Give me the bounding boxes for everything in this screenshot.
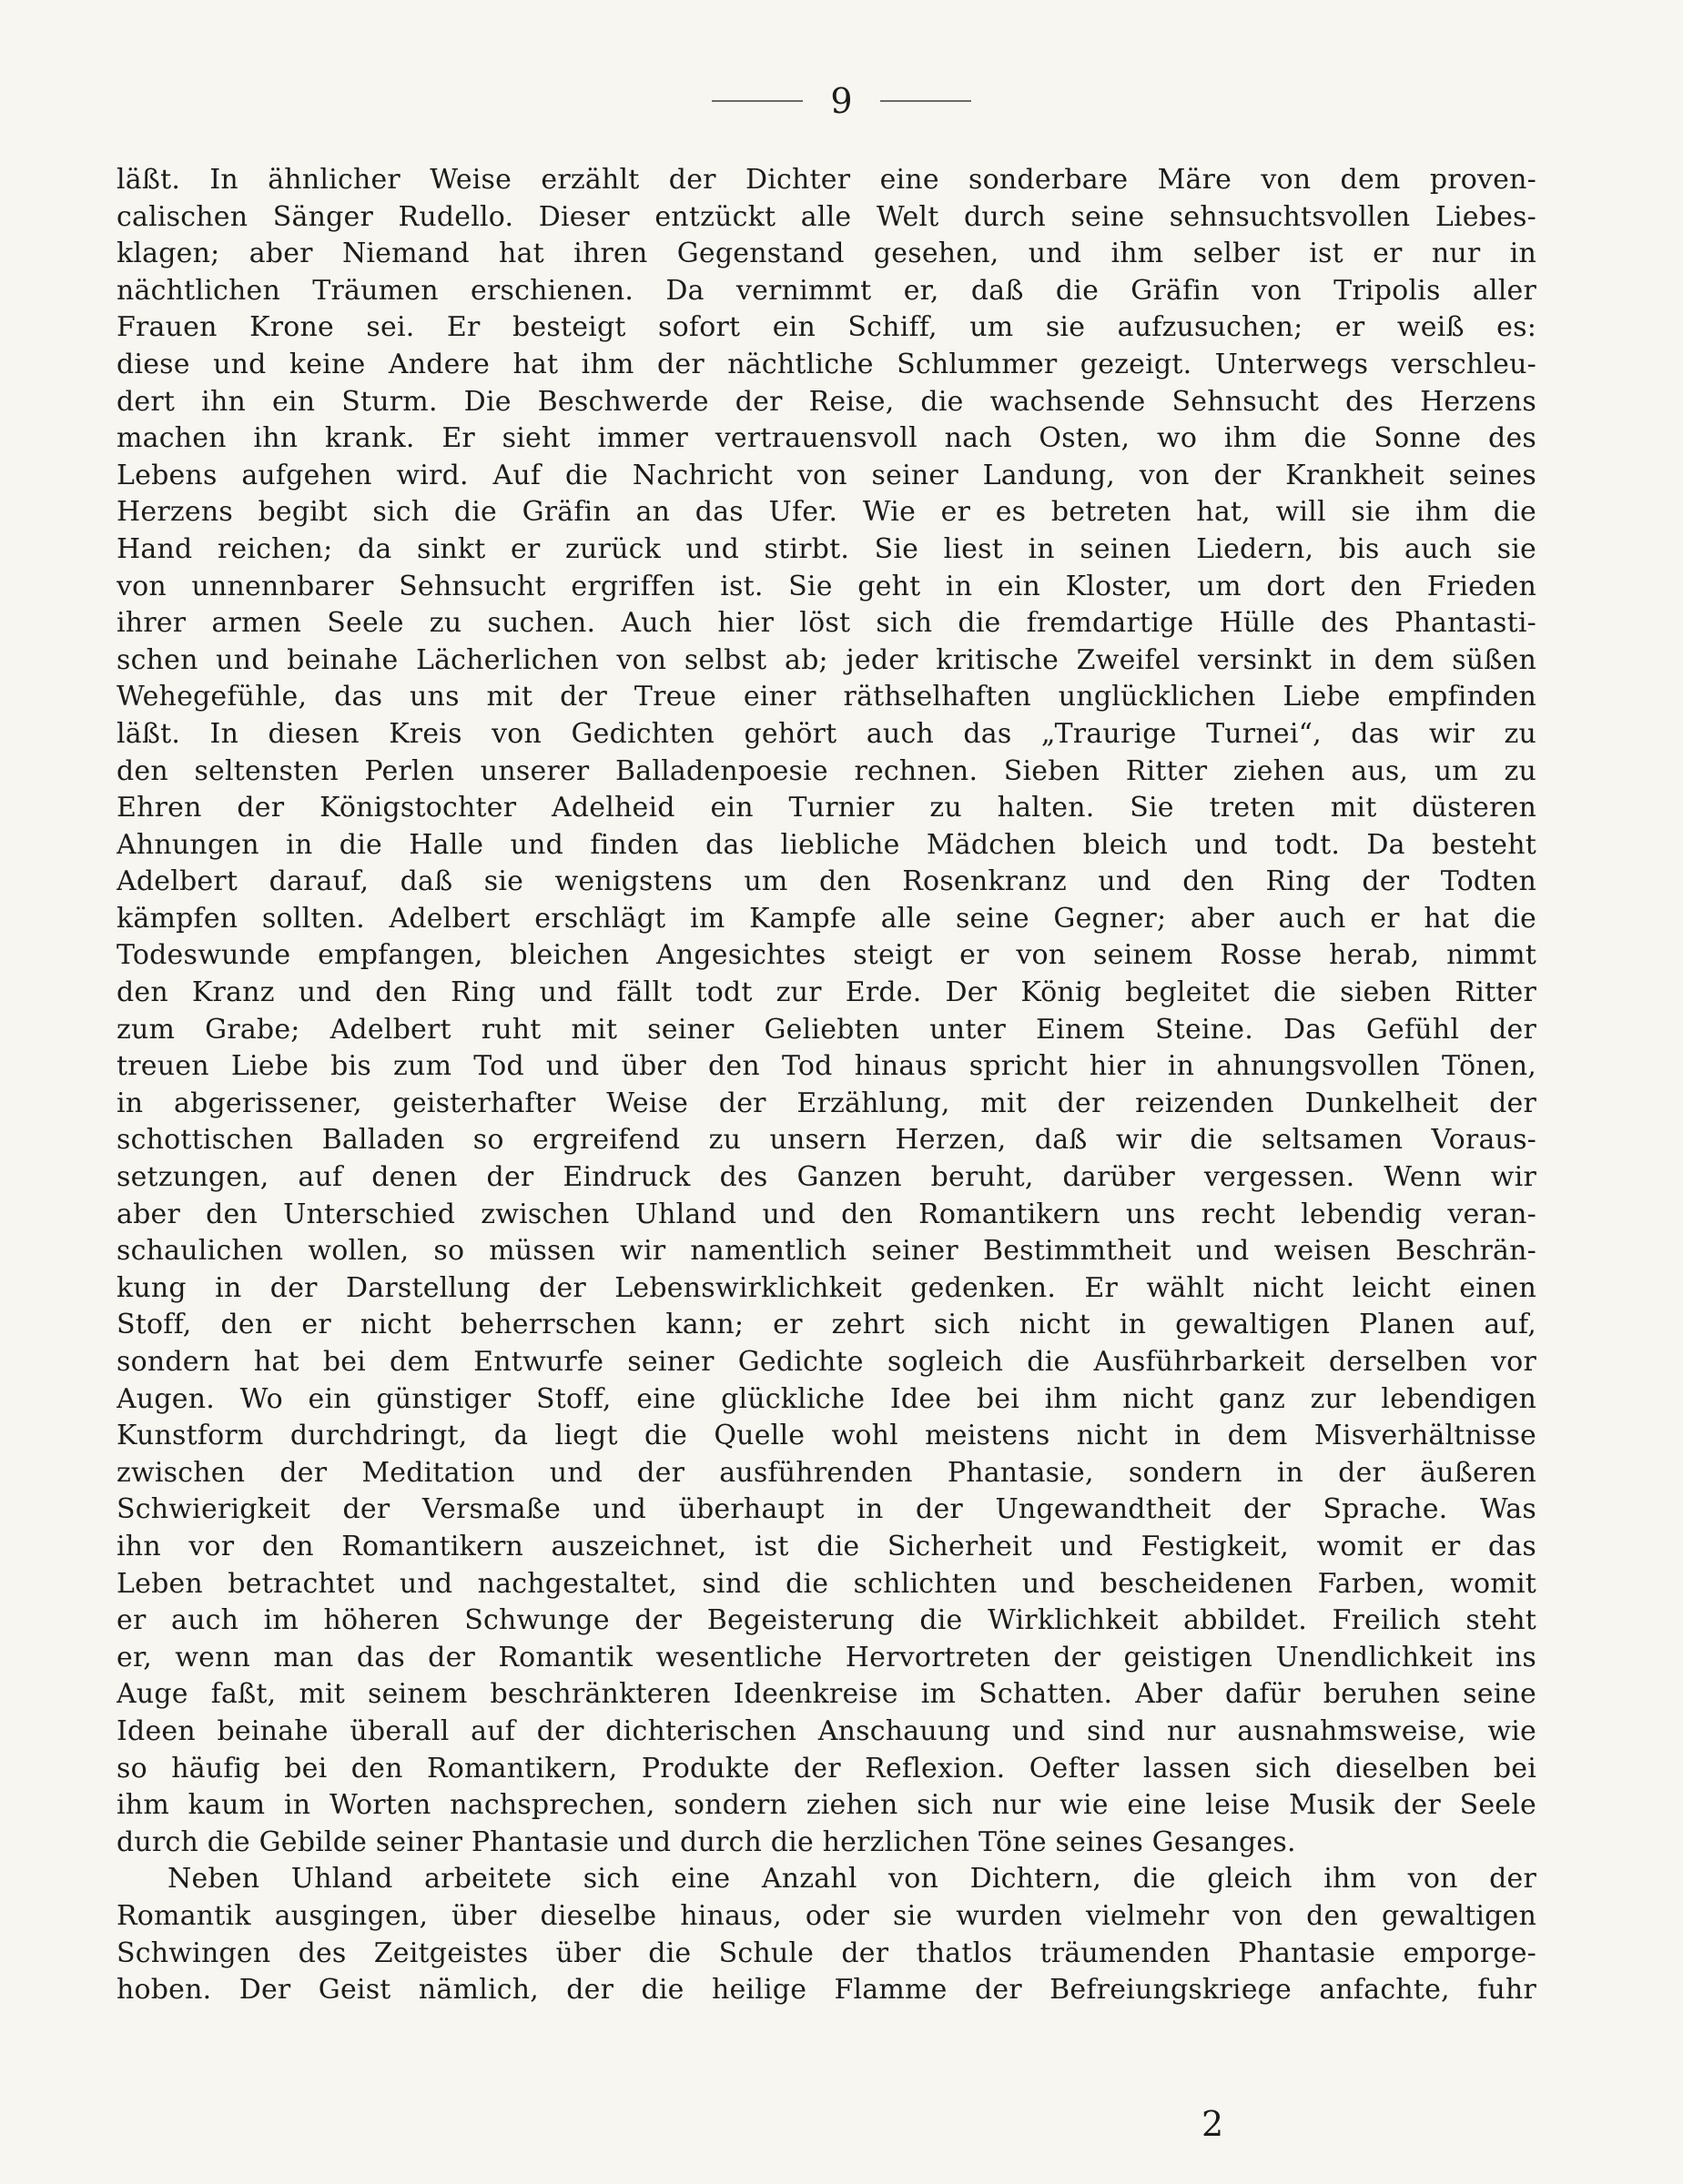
text-line: Todeswunde empfangen, bleichen Angesichtes steigt er von seinem Rosse herab, nimmt bbox=[117, 939, 1536, 972]
text-line: ihrer armen Seele zu suchen. Auch hier löst sich die fremdartige Hülle des Phantasti- bbox=[117, 607, 1536, 640]
text-line: klagen; aber Niemand hat ihren Gegenstand gesehen, und ihm selber ist er nur in bbox=[117, 238, 1536, 270]
text-line: Wehegefühle, das uns mit der Treue einer räthselhaften unglücklichen Liebe empfinden bbox=[117, 681, 1536, 713]
text-line: ihm kaum in Worten nachsprechen, sondern ziehen sich nur wie eine leise Musik der Seele bbox=[117, 1789, 1536, 1822]
page-number: 9 bbox=[830, 81, 853, 121]
text-line: setzungen, auf denen der Eindruck des Ganzen beruht, darüber vergessen. Wenn wir bbox=[117, 1161, 1536, 1194]
text-line: hoben. Der Geist nämlich, der die heilige Flamme der Befreiungskriege anfachte, fuhr bbox=[117, 1974, 1536, 2007]
text-line: aber den Unterschied zwischen Uhland und den Romantikern uns recht lebendig veran- bbox=[117, 1198, 1536, 1230]
text-line: er auch im höheren Schwunge der Begeisterung die Wirklichkeit abbildet. Freilich steht bbox=[117, 1604, 1536, 1637]
text-line: dert ihn ein Sturm. Die Beschwerde der Reise, die wachsende Sehnsucht des Herzens bbox=[117, 385, 1536, 418]
text-line: von unnennbarer Sehnsucht ergriffen ist. Sie geht in ein Kloster, um dort den Frieden bbox=[117, 570, 1536, 602]
text-line: ihn vor den Romantikern auszeichnet, ist die Sicherheit und Festigkeit, womit er das bbox=[117, 1530, 1536, 1562]
text-line: zum Grabe; Adelbert ruht mit seiner Geliebten unter Einem Steine. Das Gefühl der bbox=[117, 1013, 1536, 1046]
text-line: schen und beinahe Lächerlichen von selbst ab; jeder kritische Zweifel versinkt in dem süßen bbox=[117, 643, 1536, 676]
text-line: den Kranz und den Ring und fällt todt zur Erde. Der König begleitet die sieben Ritter bbox=[117, 976, 1536, 1009]
text-line: Schwierigkeit der Versmaße und überhaupt in der Ungewandtheit der Sprache. Was bbox=[117, 1493, 1536, 1526]
text-line: nächtlichen Träumen erschienen. Da vernimmt er, daß die Gräfin von Tripolis aller bbox=[117, 274, 1536, 307]
text-line: Augen. Wo ein günstiger Stoff, eine glückliche Idee bei ihm nicht ganz zur lebendigen bbox=[117, 1382, 1536, 1415]
text-line: so häufig bei den Romantikern, Produkte der Reflexion. Oefter lassen sich dieselben bei bbox=[117, 1752, 1536, 1785]
text-line: Ahnungen in die Halle und finden das liebliche Mädchen bleich und todt. Da besteht bbox=[117, 828, 1536, 861]
text-line: in abgerissener, geisterhafter Weise der Erzählung, mit der reizenden Dunkelheit der bbox=[117, 1087, 1536, 1119]
text-line: kämpfen sollten. Adelbert erschlägt im Kampfe alle seine Gegner; aber auch er hat die bbox=[117, 902, 1536, 935]
text-line: treuen Liebe bis zum Tod und über den Tod hinaus spricht hier in ahnungsvollen Tönen, bbox=[117, 1050, 1536, 1083]
text-line: Adelbert darauf, daß sie wenigstens um den Rosenkranz und den Ring der Todten bbox=[117, 865, 1536, 898]
text-line: sondern hat bei dem Entwurfe seiner Gedichte sogleich die Ausführbarkeit derselben vor bbox=[117, 1346, 1536, 1378]
text-line: Herzens begibt sich die Gräfin an das Ufer. Wie er es betreten hat, will sie ihm die bbox=[117, 496, 1536, 529]
text-line: Neben Uhland arbeitete sich eine Anzahl von Dichtern, die gleich ihm von der bbox=[167, 1863, 1536, 1896]
text-line: Schwingen des Zeitgeistes über die Schule der thatlos träumenden Phantasie emporge- bbox=[117, 1936, 1536, 1969]
text-line: Ideen beinahe überall auf der dichterischen Anschauung und sind nur ausnahmsweise, wie bbox=[117, 1714, 1536, 1747]
text-line: den seltensten Perlen unserer Balladenpoesie rechnen. Sieben Ritter ziehen aus, um zu bbox=[117, 754, 1536, 787]
page-header bbox=[0, 78, 1683, 124]
text-line: durch die Gebilde seiner Phantasie und durch die herzlichen Töne seines Gesanges. bbox=[117, 1825, 1296, 1858]
text-line: zwischen der Meditation und der ausführenden Phantasie, sondern in der äußeren bbox=[117, 1456, 1536, 1489]
text-line: schaulichen wollen, so müssen wir namentlich seiner Bestimmtheit und weisen Beschrän- bbox=[117, 1235, 1536, 1268]
text-line: läßt. In ähnlicher Weise erzählt der Dichter eine sonderbare Märe von dem proven- bbox=[117, 164, 1536, 196]
text-line: Ehren der Königstochter Adelheid ein Turnier zu halten. Sie treten mit düsteren bbox=[117, 792, 1536, 824]
text-line: Lebens aufgehen wird. Auf die Nachricht von seiner Landung, von der Krankheit seines bbox=[117, 459, 1536, 491]
text-line: Frauen Krone sei. Er besteigt sofort ein Schiff, um sie aufzusuchen; er weiß es: bbox=[117, 311, 1536, 344]
text-line: calischen Sänger Rudello. Dieser entzückt alle Welt durch seine sehnsuchtsvollen Liebes- bbox=[117, 200, 1536, 233]
text-line: kung in der Darstellung der Lebenswirklichkeit gedenken. Er wählt nicht leicht einen bbox=[117, 1271, 1536, 1304]
text-line: Stoff, den er nicht beherrschen kann; er zehrt sich nicht in gewaltigen Planen auf, bbox=[117, 1309, 1536, 1341]
signature-mark: 2 bbox=[1201, 2104, 1224, 2144]
text-line: machen ihn krank. Er sieht immer vertrauensvoll nach Osten, wo ihm die Sonne des bbox=[117, 422, 1536, 455]
text-line: Auge faßt, mit seinem beschränkteren Ideenkreise im Schatten. Aber dafür beruhen seine bbox=[117, 1678, 1536, 1711]
text-line: läßt. In diesen Kreis von Gedichten gehört auch das „Traurige Turnei“, das wir zu bbox=[117, 717, 1536, 750]
text-line: Kunstform durchdringt, da liegt die Quelle wohl meistens nicht in dem Misverhältnisse bbox=[117, 1420, 1536, 1452]
text-line: Hand reichen; da sinkt er zurück und stirbt. Sie liest in seinen Liedern, bis auch sie bbox=[117, 532, 1536, 565]
text-line: Leben betrachtet und nachgestaltet, sind die schlichten und bescheidenen Farben, womit bbox=[117, 1567, 1536, 1600]
text-line: diese und keine Andere hat ihm der nächtliche Schlummer gezeigt. Unterwegs verschleu- bbox=[117, 348, 1536, 380]
text-line: er, wenn man das der Romantik wesentliche Hervortreten der geistigen Unendlichkeit ins bbox=[117, 1641, 1536, 1673]
header-rule-left bbox=[712, 100, 803, 102]
text-line: Romantik ausgingen, über dieselbe hinaus, oder sie wurden vielmehr von den gewaltigen bbox=[117, 1899, 1536, 1932]
text-line: schottischen Balladen so ergreifend zu unsern Herzen, daß wir die seltsamen Voraus- bbox=[117, 1124, 1536, 1157]
body-text bbox=[117, 162, 1536, 2009]
header-rule-right bbox=[880, 100, 971, 102]
